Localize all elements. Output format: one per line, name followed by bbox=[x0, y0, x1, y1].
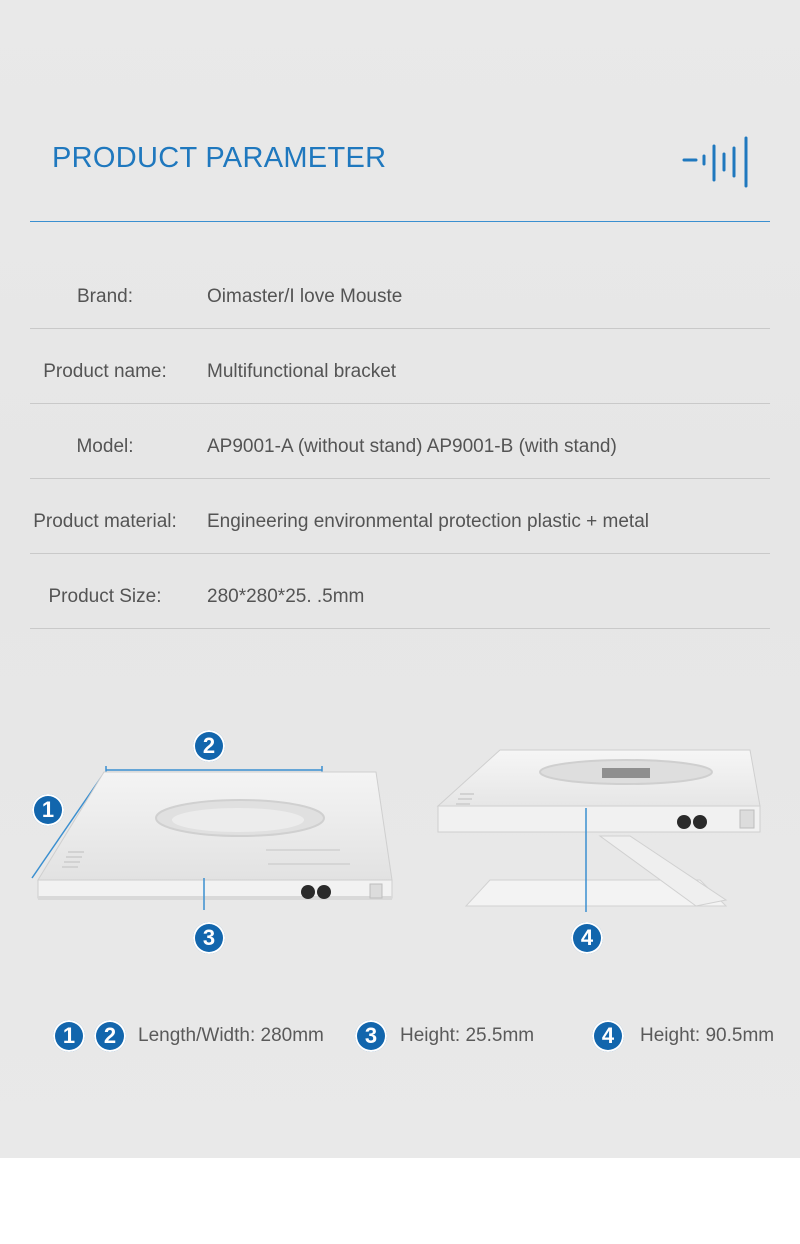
param-label: Model: bbox=[76, 436, 134, 457]
param-label: Product name: bbox=[43, 361, 167, 382]
bottom-whitespace bbox=[0, 1158, 800, 1244]
marker-badge-3: 3 bbox=[193, 922, 225, 954]
sound-wave-icon bbox=[682, 136, 752, 190]
param-row-material bbox=[30, 479, 770, 554]
title-divider bbox=[30, 221, 770, 222]
param-row-brand bbox=[30, 254, 770, 329]
param-value: Engineering environmental protection plastic + metal bbox=[207, 511, 650, 532]
legend-badge-2: 2 bbox=[94, 1020, 126, 1052]
flat-stand-illustration bbox=[20, 740, 410, 930]
raised-stand-illustration bbox=[430, 740, 770, 930]
param-row-size bbox=[30, 554, 770, 629]
marker-badge-2: 2 bbox=[193, 730, 225, 762]
legend-badge-1: 1 bbox=[53, 1020, 85, 1052]
legend-height-flat: Height: 25.5mm bbox=[400, 1025, 535, 1046]
parameter-table bbox=[30, 254, 770, 629]
legend-badge-3: 3 bbox=[355, 1020, 387, 1052]
legend-height-raised: Height: 90.5mm bbox=[640, 1025, 775, 1046]
param-label: Brand: bbox=[77, 286, 133, 307]
legend-badge-4: 4 bbox=[592, 1020, 624, 1052]
param-label: Product Size: bbox=[48, 586, 162, 607]
param-value: AP9001-A (without stand) AP9001-B (with stand) bbox=[207, 436, 617, 457]
param-row-product-name bbox=[30, 329, 770, 404]
param-label: Product material: bbox=[33, 511, 177, 532]
legend-length-width: Length/Width: 280mm bbox=[138, 1025, 324, 1046]
param-value: Multifunctional bracket bbox=[207, 361, 397, 382]
page-title: PRODUCT PARAMETER bbox=[52, 142, 387, 174]
param-value: 280*280*25. .5mm bbox=[207, 586, 365, 607]
marker-badge-1: 1 bbox=[32, 794, 64, 826]
marker-badge-4: 4 bbox=[571, 922, 603, 954]
param-row-model bbox=[30, 404, 770, 479]
param-value: Oimaster/I love Mouste bbox=[207, 286, 403, 307]
